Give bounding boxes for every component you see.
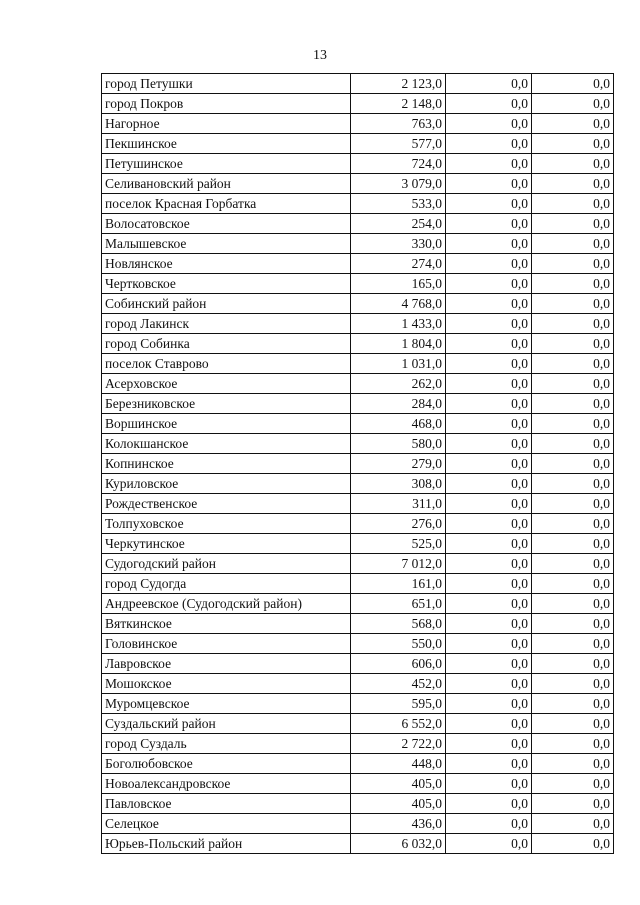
value-cell-3: 0,0 <box>532 74 614 94</box>
amount-cell: 3 079,0 <box>351 174 446 194</box>
amount-cell: 436,0 <box>351 814 446 834</box>
amount-cell: 274,0 <box>351 254 446 274</box>
value-cell-2: 0,0 <box>446 394 532 414</box>
amount-cell: 279,0 <box>351 454 446 474</box>
table-row <box>102 474 614 494</box>
table-row <box>102 354 614 374</box>
amount-cell: 606,0 <box>351 654 446 674</box>
table-row <box>102 74 614 94</box>
value-cell-2: 0,0 <box>446 634 532 654</box>
value-cell-3: 0,0 <box>532 674 614 694</box>
value-cell-3: 0,0 <box>532 94 614 114</box>
municipality-name-cell: Малышевское <box>102 234 351 254</box>
municipality-name-cell: Муромцевское <box>102 694 351 714</box>
value-cell-3: 0,0 <box>532 334 614 354</box>
amount-cell: 165,0 <box>351 274 446 294</box>
table-row <box>102 634 614 654</box>
municipality-name-cell: Павловское <box>102 794 351 814</box>
value-cell-2: 0,0 <box>446 794 532 814</box>
amount-cell: 254,0 <box>351 214 446 234</box>
table-row <box>102 234 614 254</box>
value-cell-3: 0,0 <box>532 794 614 814</box>
municipality-name-cell: город Покров <box>102 94 351 114</box>
value-cell-2: 0,0 <box>446 574 532 594</box>
table-row <box>102 274 614 294</box>
value-cell-3: 0,0 <box>532 554 614 574</box>
value-cell-2: 0,0 <box>446 434 532 454</box>
table-row <box>102 334 614 354</box>
amount-cell: 284,0 <box>351 394 446 414</box>
municipality-name-cell: Лавровское <box>102 654 351 674</box>
amount-cell: 6 552,0 <box>351 714 446 734</box>
municipality-name-cell: Мошокское <box>102 674 351 694</box>
value-cell-3: 0,0 <box>532 354 614 374</box>
allocation-table <box>101 73 614 854</box>
table-row <box>102 314 614 334</box>
value-cell-2: 0,0 <box>446 374 532 394</box>
amount-cell: 262,0 <box>351 374 446 394</box>
value-cell-2: 0,0 <box>446 514 532 534</box>
table-row <box>102 514 614 534</box>
table-row <box>102 134 614 154</box>
table-row <box>102 214 614 234</box>
amount-cell: 763,0 <box>351 114 446 134</box>
value-cell-2: 0,0 <box>446 814 532 834</box>
amount-cell: 308,0 <box>351 474 446 494</box>
table-row <box>102 434 614 454</box>
value-cell-2: 0,0 <box>446 314 532 334</box>
value-cell-2: 0,0 <box>446 754 532 774</box>
municipality-name-cell: Боголюбовское <box>102 754 351 774</box>
value-cell-3: 0,0 <box>532 754 614 774</box>
amount-cell: 595,0 <box>351 694 446 714</box>
table-row <box>102 774 614 794</box>
table-row <box>102 414 614 434</box>
table-row <box>102 94 614 114</box>
municipality-name-cell: город Петушки <box>102 74 351 94</box>
municipality-name-cell: город Суздаль <box>102 734 351 754</box>
value-cell-2: 0,0 <box>446 494 532 514</box>
table-row <box>102 534 614 554</box>
value-cell-2: 0,0 <box>446 154 532 174</box>
municipality-name-cell: Судогодский район <box>102 554 351 574</box>
municipality-name-cell: Чертковское <box>102 274 351 294</box>
value-cell-2: 0,0 <box>446 674 532 694</box>
value-cell-3: 0,0 <box>532 114 614 134</box>
value-cell-2: 0,0 <box>446 834 532 854</box>
municipality-name-cell: Воршинское <box>102 414 351 434</box>
value-cell-2: 0,0 <box>446 694 532 714</box>
amount-cell: 2 123,0 <box>351 74 446 94</box>
value-cell-3: 0,0 <box>532 414 614 434</box>
amount-cell: 2 722,0 <box>351 734 446 754</box>
value-cell-3: 0,0 <box>532 194 614 214</box>
amount-cell: 405,0 <box>351 794 446 814</box>
amount-cell: 525,0 <box>351 534 446 554</box>
value-cell-3: 0,0 <box>532 474 614 494</box>
table-row <box>102 294 614 314</box>
page-number: 13 <box>313 48 327 63</box>
amount-cell: 311,0 <box>351 494 446 514</box>
municipality-name-cell: поселок Красная Горбатка <box>102 194 351 214</box>
table-row <box>102 654 614 674</box>
value-cell-3: 0,0 <box>532 374 614 394</box>
table-row <box>102 494 614 514</box>
value-cell-2: 0,0 <box>446 194 532 214</box>
table-row <box>102 834 614 854</box>
municipality-name-cell: Селецкое <box>102 814 351 834</box>
municipality-name-cell: Толпуховское <box>102 514 351 534</box>
municipality-name-cell: Андреевское (Судогодский район) <box>102 594 351 614</box>
value-cell-2: 0,0 <box>446 254 532 274</box>
municipality-name-cell: Нагорное <box>102 114 351 134</box>
value-cell-2: 0,0 <box>446 334 532 354</box>
amount-cell: 468,0 <box>351 414 446 434</box>
value-cell-3: 0,0 <box>532 314 614 334</box>
value-cell-2: 0,0 <box>446 234 532 254</box>
municipality-name-cell: город Судогда <box>102 574 351 594</box>
value-cell-3: 0,0 <box>532 214 614 234</box>
value-cell-3: 0,0 <box>532 614 614 634</box>
table-row <box>102 194 614 214</box>
value-cell-3: 0,0 <box>532 174 614 194</box>
value-cell-3: 0,0 <box>532 594 614 614</box>
value-cell-2: 0,0 <box>446 594 532 614</box>
amount-cell: 568,0 <box>351 614 446 634</box>
value-cell-3: 0,0 <box>532 814 614 834</box>
value-cell-3: 0,0 <box>532 834 614 854</box>
table-row <box>102 174 614 194</box>
municipality-name-cell: Рождественское <box>102 494 351 514</box>
municipality-name-cell: Юрьев-Польский район <box>102 834 351 854</box>
value-cell-3: 0,0 <box>532 134 614 154</box>
table-row <box>102 674 614 694</box>
value-cell-3: 0,0 <box>532 294 614 314</box>
amount-cell: 724,0 <box>351 154 446 174</box>
amount-cell: 161,0 <box>351 574 446 594</box>
value-cell-2: 0,0 <box>446 454 532 474</box>
value-cell-2: 0,0 <box>446 134 532 154</box>
municipality-name-cell: город Собинка <box>102 334 351 354</box>
municipality-name-cell: Пекшинское <box>102 134 351 154</box>
amount-cell: 405,0 <box>351 774 446 794</box>
value-cell-3: 0,0 <box>532 654 614 674</box>
municipality-name-cell: Петушинское <box>102 154 351 174</box>
amount-cell: 533,0 <box>351 194 446 214</box>
amount-cell: 448,0 <box>351 754 446 774</box>
value-cell-3: 0,0 <box>532 514 614 534</box>
value-cell-2: 0,0 <box>446 94 532 114</box>
amount-cell: 276,0 <box>351 514 446 534</box>
value-cell-2: 0,0 <box>446 174 532 194</box>
value-cell-3: 0,0 <box>532 634 614 654</box>
table-row <box>102 254 614 274</box>
amount-cell: 4 768,0 <box>351 294 446 314</box>
table-row <box>102 794 614 814</box>
value-cell-2: 0,0 <box>446 534 532 554</box>
table-row <box>102 734 614 754</box>
table-row <box>102 694 614 714</box>
value-cell-2: 0,0 <box>446 74 532 94</box>
municipality-name-cell: Вяткинское <box>102 614 351 634</box>
amount-cell: 577,0 <box>351 134 446 154</box>
value-cell-2: 0,0 <box>446 734 532 754</box>
amount-cell: 1 031,0 <box>351 354 446 374</box>
table-row <box>102 594 614 614</box>
amount-cell: 7 012,0 <box>351 554 446 574</box>
municipality-name-cell: Собинский район <box>102 294 351 314</box>
value-cell-3: 0,0 <box>532 234 614 254</box>
value-cell-2: 0,0 <box>446 654 532 674</box>
municipality-name-cell: Суздальский район <box>102 714 351 734</box>
amount-cell: 330,0 <box>351 234 446 254</box>
value-cell-3: 0,0 <box>532 774 614 794</box>
table-body <box>102 74 614 854</box>
municipality-name-cell: Селивановский район <box>102 174 351 194</box>
table-row <box>102 814 614 834</box>
municipality-name-cell: Колокшанское <box>102 434 351 454</box>
value-cell-3: 0,0 <box>532 154 614 174</box>
value-cell-2: 0,0 <box>446 114 532 134</box>
municipality-name-cell: Копнинское <box>102 454 351 474</box>
table-row <box>102 154 614 174</box>
value-cell-2: 0,0 <box>446 714 532 734</box>
table-row <box>102 574 614 594</box>
amount-cell: 452,0 <box>351 674 446 694</box>
amount-cell: 1 433,0 <box>351 314 446 334</box>
table-row <box>102 394 614 414</box>
municipality-name-cell: Новлянское <box>102 254 351 274</box>
value-cell-3: 0,0 <box>532 574 614 594</box>
municipality-name-cell: поселок Ставрово <box>102 354 351 374</box>
value-cell-3: 0,0 <box>532 714 614 734</box>
table-row <box>102 754 614 774</box>
municipality-name-cell: Куриловское <box>102 474 351 494</box>
table-row <box>102 554 614 574</box>
value-cell-2: 0,0 <box>446 274 532 294</box>
municipality-name-cell: Волосатовское <box>102 214 351 234</box>
table-row <box>102 614 614 634</box>
amount-cell: 550,0 <box>351 634 446 654</box>
table-row <box>102 454 614 474</box>
value-cell-2: 0,0 <box>446 474 532 494</box>
value-cell-3: 0,0 <box>532 454 614 474</box>
amount-cell: 2 148,0 <box>351 94 446 114</box>
value-cell-3: 0,0 <box>532 434 614 454</box>
municipality-name-cell: Асерховское <box>102 374 351 394</box>
value-cell-3: 0,0 <box>532 694 614 714</box>
municipality-name-cell: город Лакинск <box>102 314 351 334</box>
value-cell-2: 0,0 <box>446 554 532 574</box>
table-row <box>102 714 614 734</box>
value-cell-3: 0,0 <box>532 274 614 294</box>
value-cell-3: 0,0 <box>532 734 614 754</box>
municipality-name-cell: Головинское <box>102 634 351 654</box>
amount-cell: 6 032,0 <box>351 834 446 854</box>
value-cell-3: 0,0 <box>532 394 614 414</box>
value-cell-2: 0,0 <box>446 774 532 794</box>
value-cell-2: 0,0 <box>446 614 532 634</box>
value-cell-3: 0,0 <box>532 494 614 514</box>
table-row <box>102 114 614 134</box>
value-cell-3: 0,0 <box>532 254 614 274</box>
amount-cell: 1 804,0 <box>351 334 446 354</box>
value-cell-2: 0,0 <box>446 214 532 234</box>
value-cell-3: 0,0 <box>532 534 614 554</box>
value-cell-2: 0,0 <box>446 294 532 314</box>
amount-cell: 651,0 <box>351 594 446 614</box>
value-cell-2: 0,0 <box>446 354 532 374</box>
municipality-name-cell: Черкутинское <box>102 534 351 554</box>
amount-cell: 580,0 <box>351 434 446 454</box>
municipality-name-cell: Новоалександровское <box>102 774 351 794</box>
value-cell-2: 0,0 <box>446 414 532 434</box>
municipality-name-cell: Березниковское <box>102 394 351 414</box>
table-row <box>102 374 614 394</box>
